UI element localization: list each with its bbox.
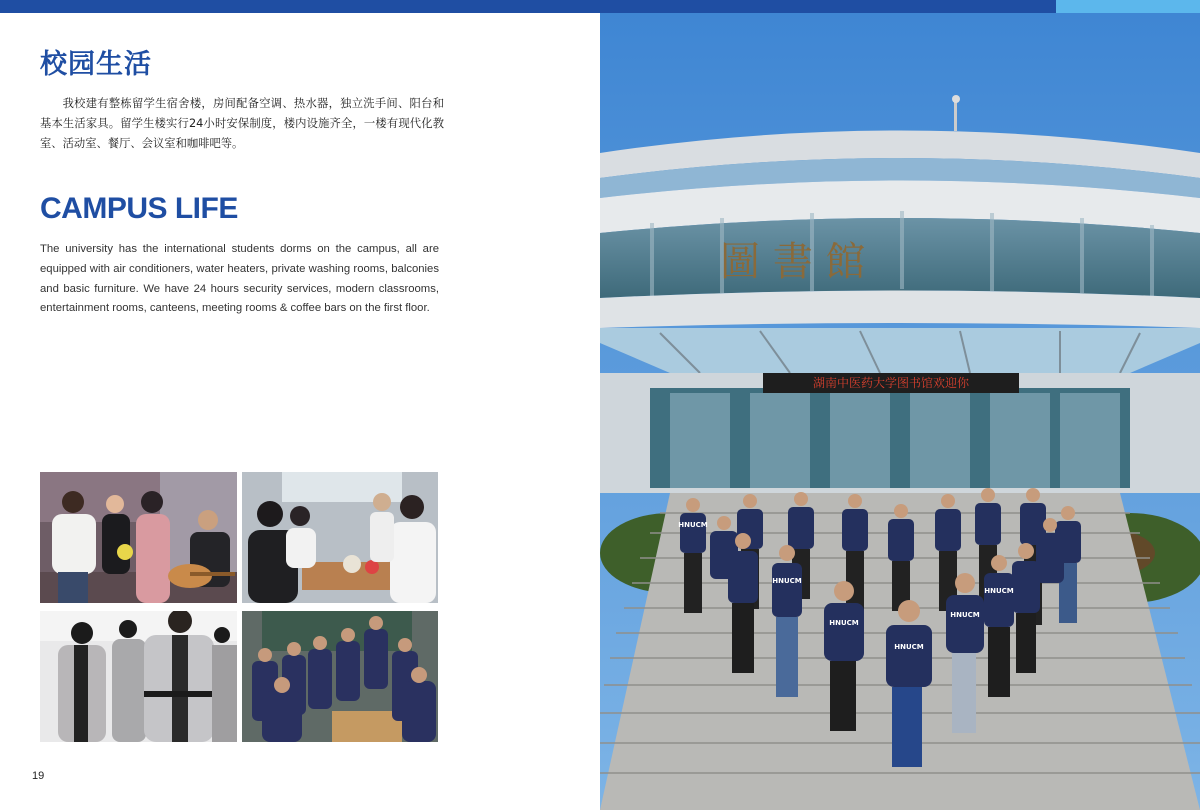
section-body-chinese: 我校建有整栋留学生宿舍楼，房间配备空调、热水器，独立洗手间、阳台和基本生活家具。留学生楼实行24小时安保制度，楼内设施齐全，一楼有现代化教室、活动室、餐厅、会议室和咖啡吧等。	[40, 97, 444, 150]
top-accent-bar-light	[1056, 0, 1200, 13]
section-title-english: CAMPUS LIFE	[40, 192, 238, 225]
photo-students-group-indoor	[242, 611, 438, 742]
library-sign: 圖 書 館	[720, 239, 866, 285]
shirt-label: HNUCM	[772, 577, 802, 585]
shirt-label: HNUCM	[829, 619, 859, 627]
shirt-label: HNUCM	[678, 521, 708, 529]
photo-traditional-costumes	[40, 611, 237, 742]
photo-students-dining	[242, 472, 438, 603]
hero-photo-library	[600, 13, 1200, 810]
top-accent-bar	[0, 0, 1056, 13]
shirt-label: HNUCM	[984, 587, 1014, 595]
section-title-chinese: 校园生活	[40, 49, 152, 80]
shirt-label: HNUCM	[950, 611, 980, 619]
shirt-label: HNUCM	[894, 643, 924, 651]
welcome-banner: 湖南中医药大学图书馆欢迎你	[812, 376, 970, 390]
photo-students-guitar	[40, 472, 237, 603]
page-number: 19	[32, 770, 45, 782]
section-body-english: The university has the international students dorms on the campus, all are equipped with air conditioners, water heaters, private washing rooms, balconies and basic furniture. We have 24 hours security services, modern classrooms, entertainment rooms, canteens, meeting rooms & coffee bars on the first floor.	[40, 243, 439, 315]
